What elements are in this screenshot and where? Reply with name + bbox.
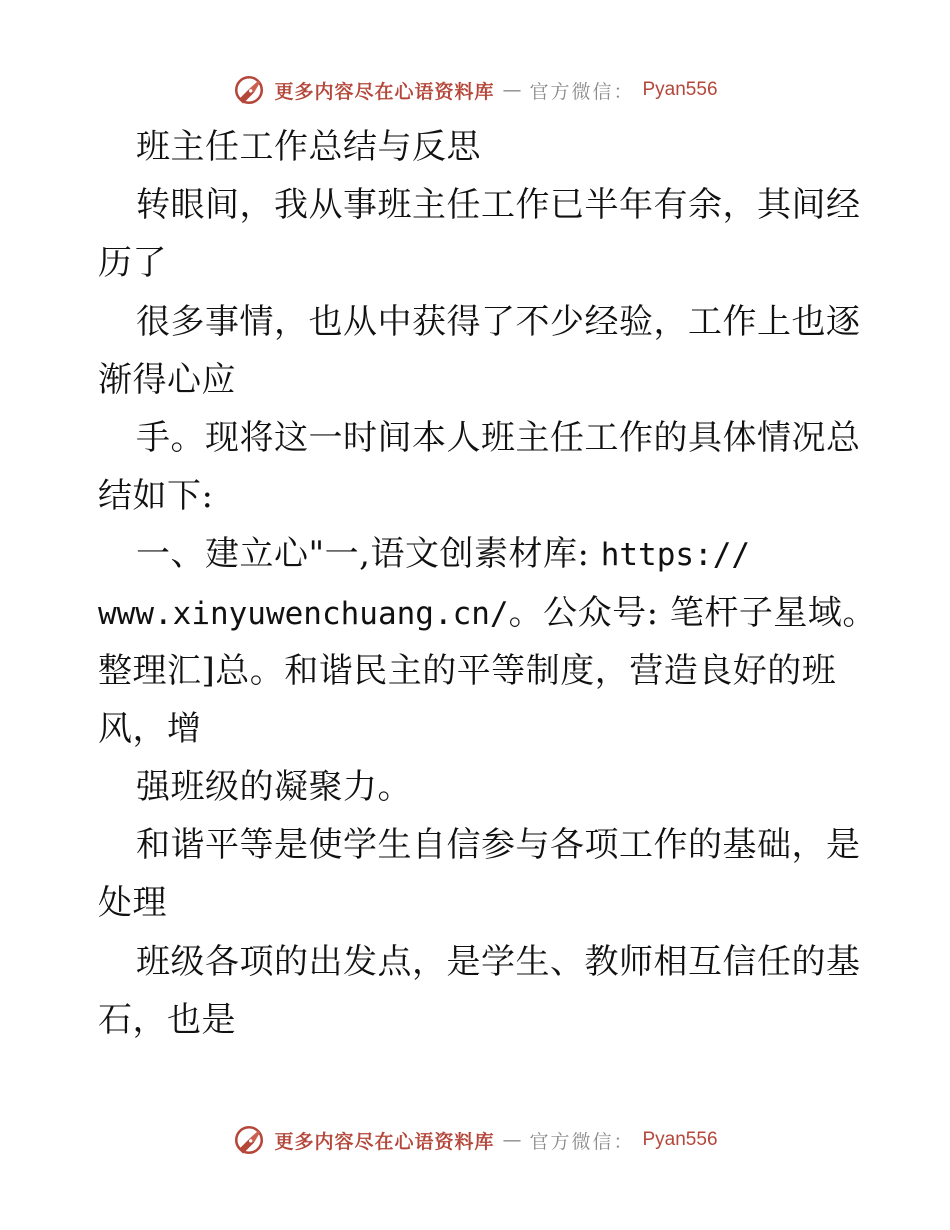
paragraph-line: 历了 (98, 243, 167, 284)
paragraph-line: 强班级的凝聚力。 (136, 767, 412, 808)
paragraph-line: 整理汇]总。和谐民主的平等制度，营造良好的班 (98, 650, 837, 691)
banner-wechat-id: Pyan556 (642, 79, 718, 100)
paragraph-line: 处理 (98, 883, 167, 924)
document-body (98, 118, 877, 1049)
banner-separator: — (502, 1129, 522, 1151)
banner-wechat-label: 官方微信： (529, 80, 635, 103)
paragraph-line: 转眼间，我从事班主任工作已半年有余，其间经 (136, 185, 861, 226)
section-heading-text: 一、建立心"一,语文创素材库: (136, 534, 601, 575)
paragraph-line: 和谐平等是使学生自信参与各项工作的基础，是 (136, 825, 861, 866)
paragraph-line: 班级各项的出发点，是学生、教师相互信任的基 (136, 941, 861, 982)
banner-title: 更多内容尽在心语资料库 (274, 80, 495, 103)
pen-nib-logo-icon (232, 1123, 266, 1157)
paragraph-text: 。公众号: 笔杆子星域。 (508, 592, 877, 633)
banner-wechat-label: 官方微信： (529, 1130, 635, 1153)
banner-separator: — (502, 79, 522, 101)
url-text: https:// (600, 537, 751, 574)
pen-nib-logo-icon (232, 73, 266, 107)
paragraph-line: 风，增 (98, 708, 202, 749)
banner-wechat-id: Pyan556 (642, 1129, 718, 1150)
paragraph-line: 渐得心应 (98, 359, 236, 400)
paragraph-line (98, 584, 877, 642)
paragraph-line: 结如下: (98, 476, 214, 517)
footer-banner (0, 1120, 950, 1160)
banner-title: 更多内容尽在心语资料库 (274, 1130, 495, 1153)
document-title: 班主任工作总结与反思 (136, 127, 481, 167)
url-text: www.xinyuwenchuang.cn/ (98, 595, 509, 632)
paragraph-line: 很多事情，也从中获得了不少经验，工作上也逐 (136, 301, 861, 342)
paragraph-line (98, 525, 858, 583)
paragraph-line: 手。现将这一时间本人班主任工作的具体情况总 (136, 417, 861, 458)
header-banner (0, 70, 950, 110)
paragraph-line: 石，也是 (98, 999, 236, 1040)
